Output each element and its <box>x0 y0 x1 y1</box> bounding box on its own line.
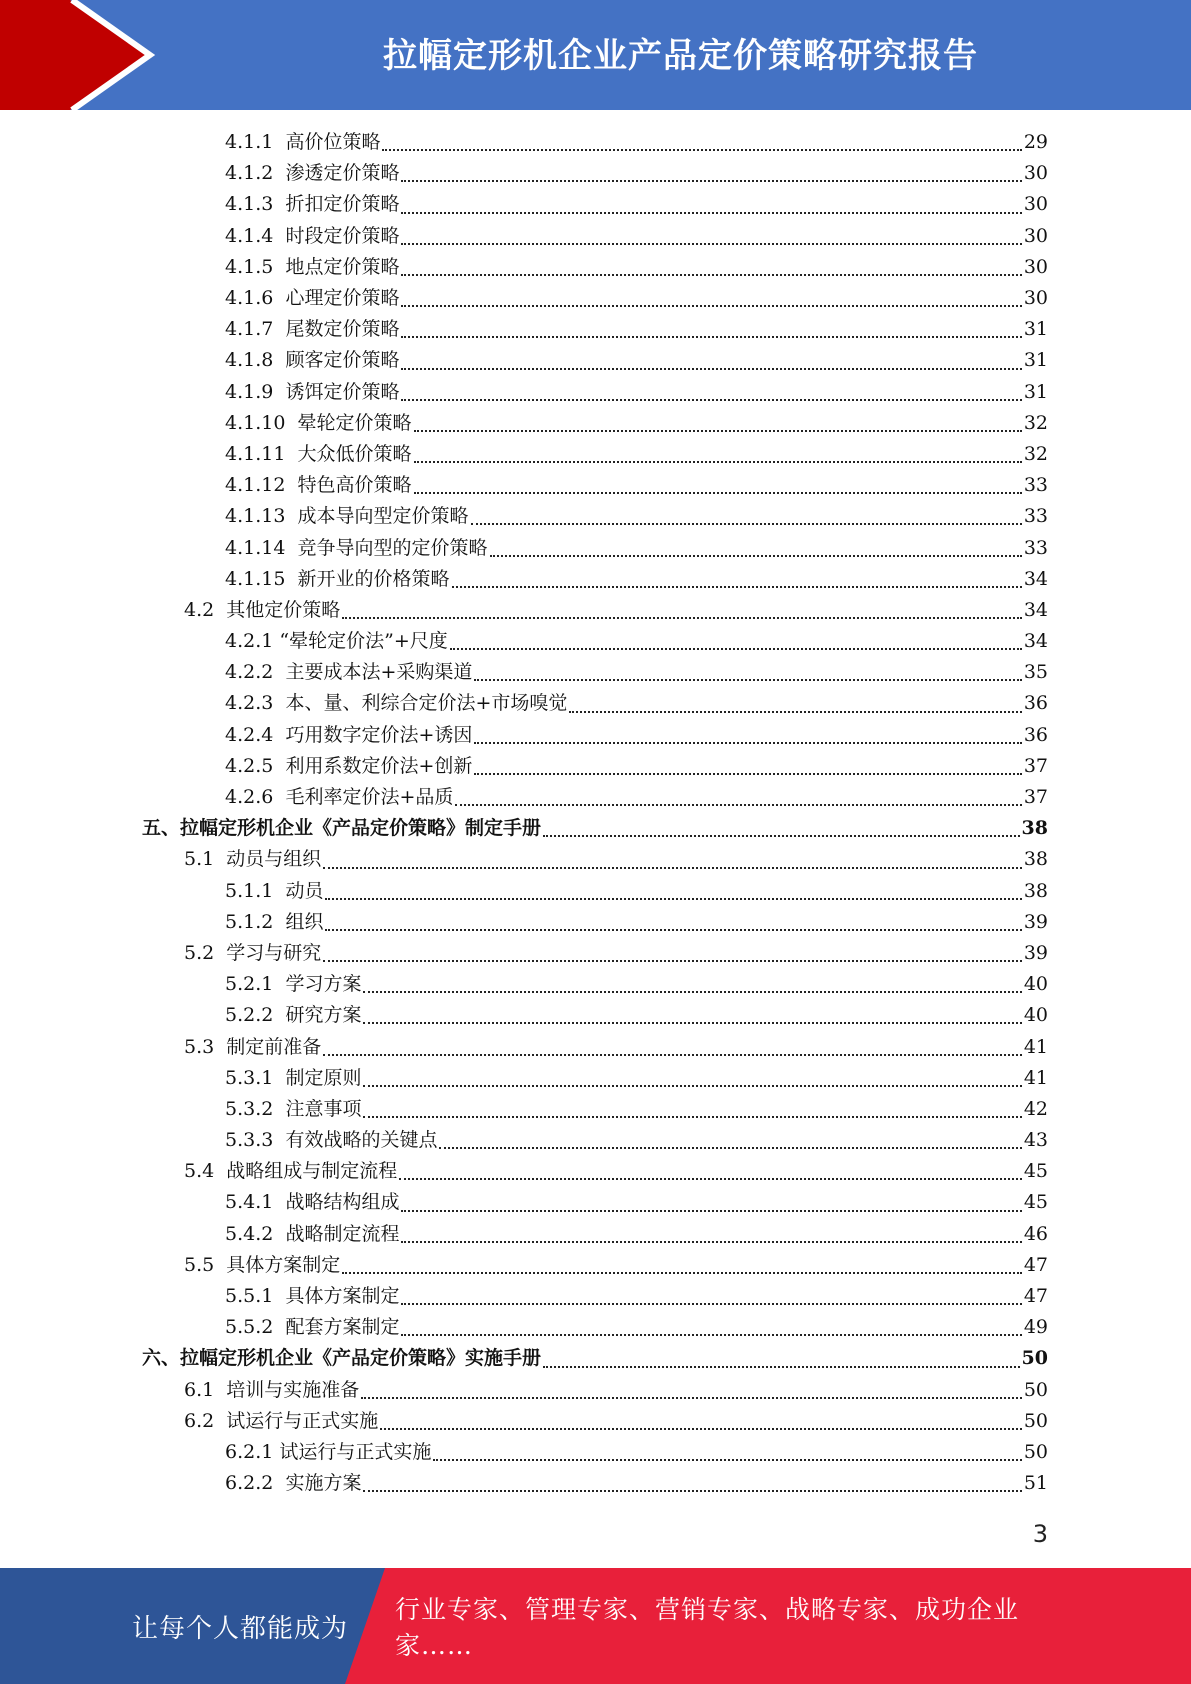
toc-entry-title: 制定原则 <box>285 1066 362 1089</box>
toc-entry-page: 40 <box>1023 973 1048 996</box>
toc-dot-leader <box>414 421 1022 432</box>
toc-entry-number: 5.3.2 <box>225 1097 286 1120</box>
toc-entry[interactable] <box>225 720 1048 751</box>
toc-entry-page: 30 <box>1023 287 1048 310</box>
toc-entry-number: 5.5.2 <box>225 1316 286 1339</box>
toc-entry-page: 50 <box>1023 1409 1048 1432</box>
toc-entry-title: 试运行与正式实施 <box>279 1440 432 1463</box>
toc-entry-title: 战略制定流程 <box>285 1222 400 1245</box>
toc-entry-page: 29 <box>1023 131 1048 154</box>
toc-entry-title: 顾客定价策略 <box>285 349 400 372</box>
toc-entry-number: 5.4.2 <box>225 1222 286 1245</box>
toc-entry-page: 33 <box>1023 536 1048 559</box>
toc-dot-leader <box>363 1013 1021 1024</box>
toc-entry-number: 5.3 <box>184 1035 227 1058</box>
toc-dot-leader <box>474 670 1021 681</box>
toc-dot-leader <box>363 1481 1021 1492</box>
toc-entry-title: 特色高价策略 <box>297 474 412 497</box>
toc-dot-leader <box>455 795 1021 806</box>
toc-dot-leader <box>401 203 1021 214</box>
toc-entry-page: 31 <box>1023 318 1048 341</box>
toc-entry[interactable] <box>225 221 1048 252</box>
toc-entry[interactable] <box>225 252 1048 283</box>
toc-entry-page: 38 <box>1023 848 1048 871</box>
toc-entry-title: 主要成本法+采购渠道 <box>285 661 473 684</box>
page-footer <box>0 1568 1191 1684</box>
toc-entry-number: 4.2.4 <box>225 723 286 746</box>
toc-entry-number: 5.1.1 <box>225 879 286 902</box>
toc-dot-leader <box>543 1357 1020 1368</box>
toc-entry[interactable] <box>184 1406 1048 1437</box>
toc-entry-page: 37 <box>1023 754 1048 777</box>
toc-entry-page: 47 <box>1023 1285 1048 1308</box>
toc-entry-number: 5.3.3 <box>225 1129 286 1152</box>
toc-dot-leader <box>361 1388 1022 1399</box>
toc-dot-leader <box>401 234 1021 245</box>
toc-entry[interactable] <box>225 626 1048 657</box>
toc-entry-number: 6.2.1 <box>225 1440 280 1463</box>
toc-entry[interactable] <box>225 1125 1048 1156</box>
toc-entry-page: 50 <box>1023 1378 1048 1401</box>
toc-entry[interactable] <box>225 127 1048 158</box>
toc-entry-title: 新开业的价格策略 <box>297 567 450 590</box>
toc-entry-number: 4.1.10 <box>225 411 298 434</box>
toc-entry-page: 51 <box>1023 1472 1048 1495</box>
toc-entry-number: 5.4.1 <box>225 1191 286 1214</box>
toc-entry-title: 动员与组织 <box>226 848 322 871</box>
toc-entry-page: 45 <box>1023 1160 1048 1183</box>
toc-entry-page: 33 <box>1023 474 1048 497</box>
toc-entry-number: 5.3.1 <box>225 1066 286 1089</box>
toc-dot-leader <box>401 1232 1021 1243</box>
toc-entry-number: 六、 <box>142 1347 181 1370</box>
toc-entry-page: 30 <box>1023 193 1048 216</box>
toc-entry-title: 其他定价策略 <box>226 598 341 621</box>
toc-entry-title: 拉幅定形机企业《产品定价策略》制定手册 <box>180 817 542 840</box>
toc-entry-title: 竞争导向型的定价策略 <box>297 536 488 559</box>
toc-dot-leader <box>363 1076 1021 1087</box>
toc-entry-page: 50 <box>1023 1440 1048 1463</box>
toc-entry-page: 38 <box>1023 879 1048 902</box>
toc-entry-number: 4.2.5 <box>225 754 286 777</box>
toc-dot-leader <box>439 1138 1021 1149</box>
toc-entry-title: 时段定价策略 <box>285 224 400 247</box>
toc-dot-leader <box>323 951 1022 962</box>
toc-entry-page: 31 <box>1023 349 1048 372</box>
toc-dot-leader <box>543 826 1020 837</box>
toc-entry-title: 制定前准备 <box>226 1035 322 1058</box>
toc-entry-page: 36 <box>1023 723 1048 746</box>
toc-entry-title: 有效战略的关键点 <box>285 1129 438 1152</box>
toc-entry-number: 6.1 <box>184 1378 227 1401</box>
toc-entry-title: 高价位策略 <box>285 131 381 154</box>
toc-dot-leader <box>401 359 1021 370</box>
toc-entry-number: 4.1.6 <box>225 287 286 310</box>
toc-dot-leader <box>323 858 1022 869</box>
toc-entry-title: 组织 <box>285 910 324 933</box>
toc-entry-number: 4.1.13 <box>225 505 298 528</box>
toc-entry-title: 学习方案 <box>285 973 362 996</box>
toc-entry[interactable] <box>225 1437 1048 1468</box>
toc-entry-number: 4.1.3 <box>225 193 286 216</box>
toc-entry-title: 本、量、利综合定价法+市场嗅觉 <box>285 692 568 715</box>
toc-entry[interactable] <box>225 969 1048 1000</box>
toc-entry[interactable] <box>184 595 1048 626</box>
toc-entry-page: 39 <box>1023 910 1048 933</box>
toc-entry-page: 38 <box>1021 817 1048 840</box>
toc-entry-title: 成本导向型定价策略 <box>297 505 469 528</box>
toc-entry[interactable] <box>225 657 1048 688</box>
toc-entry[interactable] <box>225 1187 1048 1218</box>
toc-entry[interactable] <box>225 1219 1048 1250</box>
toc-dot-leader <box>401 390 1021 401</box>
toc-entry-title: 学习与研究 <box>226 941 322 964</box>
page-header <box>0 0 1191 110</box>
toc-entry[interactable] <box>184 938 1048 969</box>
toc-dot-leader <box>325 889 1021 900</box>
toc-entry-number: 4.1.14 <box>225 536 298 559</box>
toc-dot-leader <box>490 546 1022 557</box>
page-number: 3 <box>1032 1520 1048 1548</box>
toc-entry-page: 32 <box>1023 411 1048 434</box>
toc-entry-title: 利用系数定价法+创新 <box>285 754 473 777</box>
toc-dot-leader <box>401 1201 1021 1212</box>
toc-entry[interactable] <box>184 1250 1048 1281</box>
toc-entry-page: 41 <box>1023 1035 1048 1058</box>
toc-entry-page: 33 <box>1023 505 1048 528</box>
table-of-contents <box>0 127 1191 1499</box>
toc-entry[interactable] <box>184 1031 1048 1062</box>
toc-dot-leader <box>401 265 1021 276</box>
toc-dot-leader <box>401 1325 1021 1336</box>
toc-entry-number: 5.2.2 <box>225 1004 286 1027</box>
toc-entry[interactable] <box>225 377 1048 408</box>
toc-entry[interactable] <box>225 345 1048 376</box>
toc-entry-page: 50 <box>1021 1347 1048 1370</box>
toc-entry-number: 6.2.2 <box>225 1472 286 1495</box>
toc-entry-page: 41 <box>1023 1066 1048 1089</box>
toc-entry-title: 拉幅定形机企业《产品定价策略》实施手册 <box>180 1347 542 1370</box>
toc-entry-page: 45 <box>1023 1191 1048 1214</box>
toc-dot-leader <box>363 1107 1021 1118</box>
toc-entry[interactable] <box>225 1312 1048 1343</box>
toc-dot-leader <box>569 702 1021 713</box>
report-title: 拉幅定形机企业产品定价策略研究报告 <box>383 35 978 76</box>
toc-entry-number: 6.2 <box>184 1409 227 1432</box>
toc-entry[interactable] <box>225 751 1048 782</box>
toc-entry-page: 30 <box>1023 224 1048 247</box>
toc-entry-page: 42 <box>1023 1097 1048 1120</box>
toc-entry-number: 4.2.2 <box>225 661 286 684</box>
toc-entry-title: 尾数定价策略 <box>285 318 400 341</box>
toc-entry-page: 34 <box>1023 630 1048 653</box>
toc-dot-leader <box>342 608 1022 619</box>
toc-entry-number: 5.1 <box>184 848 227 871</box>
toc-entry-title: 具体方案制定 <box>285 1285 400 1308</box>
toc-entry-page: 36 <box>1023 692 1048 715</box>
toc-dot-leader <box>401 327 1021 338</box>
toc-entry-number: 五、 <box>142 817 181 840</box>
toc-entry-number: 4.2 <box>184 598 227 621</box>
toc-dot-leader <box>380 1419 1022 1430</box>
toc-entry-number: 4.1.9 <box>225 380 286 403</box>
toc-entry[interactable] <box>225 564 1048 595</box>
toc-entry-title: 渗透定价策略 <box>285 162 400 185</box>
toc-dot-leader <box>401 296 1021 307</box>
toc-entry-page: 39 <box>1023 941 1048 964</box>
toc-entry-page: 46 <box>1023 1222 1048 1245</box>
toc-dot-leader <box>363 982 1021 993</box>
toc-entry[interactable] <box>184 1375 1048 1406</box>
toc-entry-title: “晕轮定价法”+尺度 <box>279 630 448 653</box>
toc-dot-leader <box>401 171 1021 182</box>
toc-entry-title: 注意事项 <box>285 1097 362 1120</box>
toc-dot-leader <box>474 764 1021 775</box>
toc-entry-number: 5.2.1 <box>225 973 286 996</box>
toc-entry[interactable] <box>225 782 1048 813</box>
toc-entry[interactable] <box>225 688 1048 719</box>
toc-entry-page: 31 <box>1023 380 1048 403</box>
toc-entry-page: 32 <box>1023 442 1048 465</box>
toc-entry-number: 4.1.4 <box>225 224 286 247</box>
toc-entry-title: 试运行与正式实施 <box>226 1409 379 1432</box>
toc-dot-leader <box>401 1294 1021 1305</box>
toc-entry[interactable] <box>225 314 1048 345</box>
toc-entry[interactable] <box>225 876 1048 907</box>
toc-entry-number: 4.1.11 <box>225 442 298 465</box>
toc-entry-number: 4.1.7 <box>225 318 286 341</box>
toc-entry[interactable] <box>225 283 1048 314</box>
toc-entry-number: 5.5.1 <box>225 1285 286 1308</box>
toc-entry-page: 34 <box>1023 567 1048 590</box>
toc-entry-page: 43 <box>1023 1129 1048 1152</box>
toc-dot-leader <box>474 733 1021 744</box>
toc-entry-number: 4.1.1 <box>225 131 286 154</box>
toc-entry-number: 4.2.1 <box>225 630 280 653</box>
toc-entry-number: 4.1.2 <box>225 162 286 185</box>
toc-entry[interactable] <box>225 907 1048 938</box>
toc-entry[interactable] <box>225 1000 1048 1031</box>
toc-entry[interactable] <box>184 844 1048 875</box>
toc-dot-leader <box>382 140 1021 151</box>
toc-entry-number: 4.2.3 <box>225 692 286 715</box>
toc-entry-page: 35 <box>1023 661 1048 684</box>
toc-entry-number: 4.1.8 <box>225 349 286 372</box>
toc-entry-page: 30 <box>1023 255 1048 278</box>
toc-dot-leader <box>433 1450 1021 1461</box>
toc-entry-title: 具体方案制定 <box>226 1253 341 1276</box>
toc-entry-title: 实施方案 <box>285 1472 362 1495</box>
toc-entry-number: 5.5 <box>184 1253 227 1276</box>
toc-entry[interactable] <box>225 1468 1048 1499</box>
toc-entry-number: 4.1.12 <box>225 474 298 497</box>
toc-entry[interactable] <box>225 1094 1048 1125</box>
toc-entry-title: 培训与实施准备 <box>226 1378 360 1401</box>
toc-entry-title: 地点定价策略 <box>285 255 400 278</box>
toc-dot-leader <box>450 639 1022 650</box>
toc-entry[interactable] <box>225 158 1048 189</box>
toc-entry[interactable] <box>184 1156 1048 1187</box>
toc-entry-title: 毛利率定价法+品质 <box>285 786 454 809</box>
toc-entry[interactable] <box>225 1063 1048 1094</box>
toc-entry-title: 诱饵定价策略 <box>285 380 400 403</box>
toc-entry[interactable] <box>225 501 1048 532</box>
toc-dot-leader <box>325 920 1021 931</box>
toc-entry-title: 晕轮定价策略 <box>297 411 412 434</box>
toc-entry[interactable] <box>225 189 1048 220</box>
toc-entry-title: 大众低价策略 <box>297 442 412 465</box>
toc-entry-number: 5.1.2 <box>225 910 286 933</box>
toc-entry[interactable] <box>225 408 1048 439</box>
toc-entry-number: 5.4 <box>184 1160 227 1183</box>
toc-dot-leader <box>414 483 1022 494</box>
toc-entry-page: 40 <box>1023 1004 1048 1027</box>
toc-dot-leader <box>323 1045 1022 1056</box>
toc-dot-leader <box>399 1169 1022 1180</box>
toc-entry[interactable] <box>142 1343 1048 1374</box>
toc-entry-page: 37 <box>1023 786 1048 809</box>
toc-entry-page: 49 <box>1023 1316 1048 1339</box>
toc-dot-leader <box>452 577 1022 588</box>
toc-dot-leader <box>471 514 1022 525</box>
toc-entry[interactable] <box>142 813 1048 844</box>
toc-entry[interactable] <box>225 1281 1048 1312</box>
toc-entry-page: 47 <box>1023 1253 1048 1276</box>
toc-entry-title: 战略组成与制定流程 <box>226 1160 398 1183</box>
toc-entry[interactable] <box>225 439 1048 470</box>
toc-dot-leader <box>342 1263 1022 1274</box>
toc-entry-number: 4.1.15 <box>225 567 298 590</box>
toc-entry-title: 动员 <box>285 879 324 902</box>
toc-entry[interactable] <box>225 532 1048 563</box>
footer-slogan-right: 行业专家、管理专家、营销专家、战略专家、成功企业家…… <box>395 1595 1020 1660</box>
toc-entry-number: 5.2 <box>184 941 227 964</box>
toc-entry-page: 30 <box>1023 162 1048 185</box>
toc-entry-title: 折扣定价策略 <box>285 193 400 216</box>
toc-entry-number: 4.1.5 <box>225 255 286 278</box>
toc-dot-leader <box>414 452 1022 463</box>
toc-entry-page: 34 <box>1023 598 1048 621</box>
toc-entry-title: 巧用数字定价法+诱因 <box>285 723 473 746</box>
toc-entry-number: 4.2.6 <box>225 786 286 809</box>
toc-entry-title: 配套方案制定 <box>285 1316 400 1339</box>
toc-entry[interactable] <box>225 470 1048 501</box>
toc-entry-title: 战略结构组成 <box>285 1191 400 1214</box>
toc-entry-title: 研究方案 <box>285 1004 362 1027</box>
footer-slogan-left: 让每个人都能成为 <box>131 1613 348 1644</box>
toc-entry-title: 心理定价策略 <box>285 287 400 310</box>
